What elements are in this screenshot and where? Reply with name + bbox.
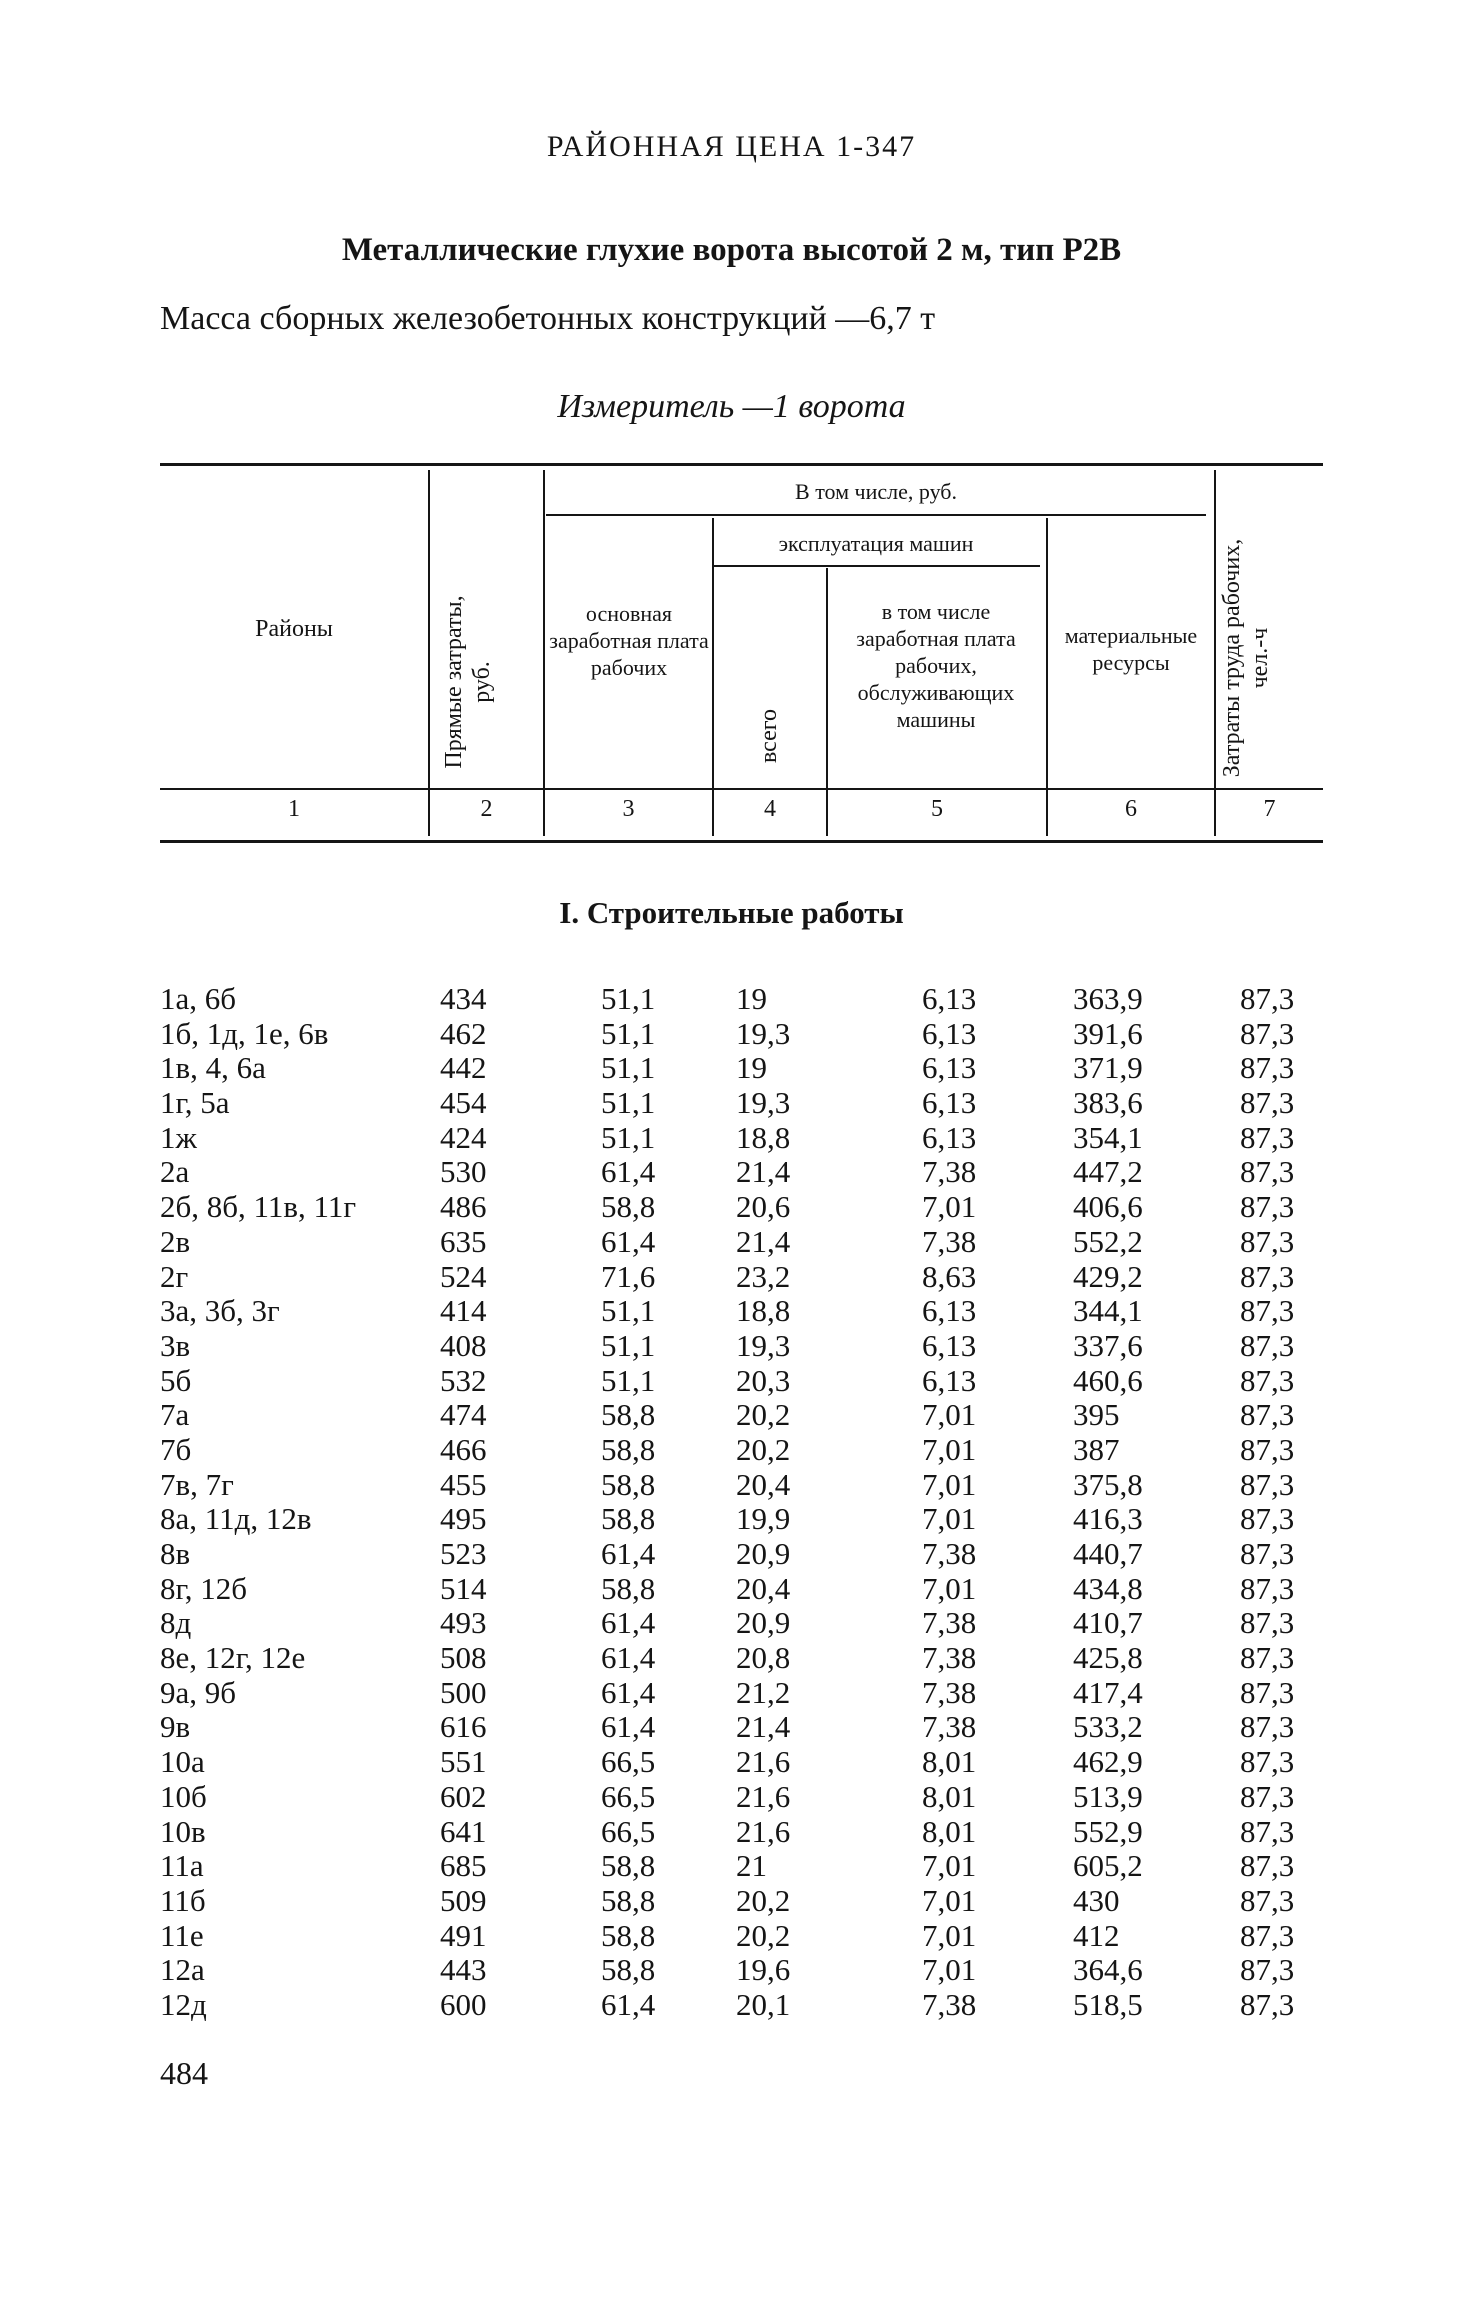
cell-mach: 20,4 (736, 1466, 791, 1502)
table-head-end-rule (160, 840, 1323, 843)
cell-labor: 87,3 (1240, 1327, 1295, 1363)
cell-region: 2а (160, 1154, 190, 1190)
cell-labor: 87,3 (1240, 1085, 1295, 1121)
cell-machwage: 8,01 (922, 1813, 977, 1849)
cell-wage: 61,4 (601, 1674, 656, 1710)
cell-wage: 66,5 (601, 1778, 656, 1814)
cell-labor: 87,3 (1240, 1258, 1295, 1294)
cell-wage: 58,8 (601, 1501, 656, 1537)
table-row (0, 1884, 1463, 1919)
table-row (0, 982, 1463, 1017)
cell-direct: 530 (440, 1154, 487, 1190)
cell-region: 1г, 5а (160, 1085, 230, 1121)
cell-machwage: 7,38 (922, 1640, 977, 1676)
cell-mat: 434,8 (1073, 1570, 1143, 1606)
cell-mat: 412 (1073, 1917, 1120, 1953)
cell-region: 8в (160, 1536, 191, 1571)
cell-direct: 455 (440, 1466, 487, 1502)
cell-region: 8а, 11д, 12в (160, 1501, 312, 1537)
cell-machwage: 6,13 (922, 1015, 977, 1051)
cell-labor: 87,3 (1240, 1050, 1295, 1086)
cell-wage: 61,4 (601, 1223, 656, 1259)
cell-labor: 87,3 (1240, 981, 1295, 1016)
header-labor: Затраты труда рабочих, чел.-ч (1219, 538, 1273, 778)
cell-mach: 19,3 (736, 1015, 791, 1051)
header-direct-costs: Прямые затраты, руб. (441, 595, 495, 769)
header-machine-total: всего (756, 708, 782, 764)
cell-direct: 466 (440, 1431, 487, 1467)
cell-wage: 51,1 (601, 981, 656, 1016)
cell-region: 5б (160, 1362, 192, 1398)
col-divider-5 (1046, 518, 1048, 836)
cell-labor: 87,3 (1240, 1882, 1295, 1918)
table-row (0, 1676, 1463, 1711)
col-divider-3 (712, 518, 714, 836)
table-row (0, 1364, 1463, 1399)
cell-mat: 337,6 (1073, 1327, 1143, 1363)
cell-region: 10а (160, 1744, 205, 1780)
cell-direct: 602 (440, 1778, 487, 1814)
table-row (0, 1260, 1463, 1295)
header-machine-operation: эксплуатация машин (778, 531, 974, 556)
cell-labor: 87,3 (1240, 1466, 1295, 1502)
cell-direct: 443 (440, 1952, 487, 1988)
cell-machwage: 7,01 (922, 1848, 977, 1884)
cell-wage: 51,1 (601, 1015, 656, 1051)
table-row (0, 1086, 1463, 1121)
cell-machwage: 8,63 (922, 1258, 977, 1294)
cell-region: 1б, 1д, 1е, 6в (160, 1015, 329, 1051)
cell-machwage: 7,38 (922, 1709, 977, 1745)
cell-machwage: 6,13 (922, 1293, 977, 1329)
table-row (0, 1919, 1463, 1954)
cell-direct: 442 (440, 1050, 487, 1086)
cell-mat: 605,2 (1073, 1848, 1143, 1884)
cell-mat: 417,4 (1073, 1674, 1143, 1710)
cell-mach: 19 (736, 981, 767, 1016)
cell-region: 7б (160, 1431, 192, 1467)
cell-mach: 23,2 (736, 1258, 791, 1294)
including-rule (546, 514, 1206, 516)
cell-region: 11а (160, 1848, 204, 1884)
cell-wage: 58,8 (601, 1431, 656, 1467)
cell-mat: 363,9 (1073, 981, 1143, 1016)
cell-region: 9а, 9б (160, 1674, 237, 1710)
header-regions: Районы (255, 616, 333, 642)
cell-mat: 406,6 (1073, 1189, 1143, 1225)
cell-mach: 21,2 (736, 1674, 791, 1710)
table-row (0, 1710, 1463, 1745)
cell-mat: 552,9 (1073, 1813, 1143, 1849)
table-row (0, 1190, 1463, 1225)
cell-region: 2б, 8б, 11в, 11г (160, 1189, 357, 1225)
cell-wage: 51,1 (601, 1050, 656, 1086)
cell-direct: 486 (440, 1189, 487, 1225)
cell-region: 3а, 3б, 3г (160, 1293, 280, 1329)
cell-mach: 20,6 (736, 1189, 791, 1225)
cell-mach: 18,8 (736, 1119, 791, 1155)
section-title: I. Строительные работы (559, 895, 904, 930)
cell-wage: 51,1 (601, 1085, 656, 1121)
cell-labor: 87,3 (1240, 1744, 1295, 1780)
table-row (0, 1398, 1463, 1433)
cell-labor: 87,3 (1240, 1709, 1295, 1745)
table-row (0, 1051, 1463, 1086)
cell-mach: 19,3 (736, 1327, 791, 1363)
cell-labor: 87,3 (1240, 1015, 1295, 1051)
table-row (0, 1745, 1463, 1780)
cell-mat: 429,2 (1073, 1258, 1143, 1294)
cell-mat: 395 (1073, 1397, 1120, 1433)
cell-region: 8г, 12б (160, 1570, 247, 1606)
cell-wage: 58,8 (601, 1570, 656, 1606)
col-divider-2 (543, 470, 545, 836)
cell-machwage: 7,01 (922, 1917, 977, 1953)
cell-mach: 21,4 (736, 1709, 791, 1745)
cell-region: 8е, 12г, 12е (160, 1640, 306, 1676)
cell-mach: 19,9 (736, 1501, 791, 1537)
cell-direct: 600 (440, 1986, 487, 2022)
cell-region: 11б (160, 1882, 206, 1918)
cell-labor: 87,3 (1240, 1605, 1295, 1641)
cell-mach: 20,1 (736, 1986, 791, 2022)
cell-direct: 514 (440, 1570, 487, 1606)
header-including: В том числе, руб. (795, 479, 957, 504)
table-row (0, 1121, 1463, 1156)
colnum-7: 7 (1263, 796, 1276, 822)
cell-labor: 87,3 (1240, 1223, 1295, 1259)
cell-labor: 87,3 (1240, 1536, 1295, 1571)
cell-mat: 430 (1073, 1882, 1120, 1918)
table-row (0, 1572, 1463, 1607)
col-divider-1 (428, 470, 430, 836)
cell-labor: 87,3 (1240, 1917, 1295, 1953)
cell-region: 11е (160, 1917, 204, 1953)
table-top-rule (160, 463, 1323, 466)
cell-wage: 61,4 (601, 1154, 656, 1190)
cell-wage: 61,4 (601, 1536, 656, 1571)
header-base-wage: основная заработная плата рабочих (549, 601, 709, 680)
header-machine-wage: в том числе заработная плата рабочих, обслуживающих машины (856, 599, 1016, 732)
cell-machwage: 7,01 (922, 1397, 977, 1433)
unit-line: Измеритель —1 ворота (557, 388, 906, 425)
colnum-6: 6 (1125, 796, 1137, 822)
cell-region: 7в, 7г (160, 1466, 234, 1502)
cell-mat: 447,2 (1073, 1154, 1143, 1190)
cell-mach: 20,9 (736, 1536, 791, 1571)
cell-region: 2в (160, 1223, 191, 1259)
cell-labor: 87,3 (1240, 1778, 1295, 1814)
header-materials: материальные ресурсы (1064, 623, 1198, 675)
cell-wage: 61,4 (601, 1986, 656, 2022)
header-bottom-rule (160, 788, 1323, 790)
cell-labor: 87,3 (1240, 1397, 1295, 1433)
cell-machwage: 8,01 (922, 1744, 977, 1780)
cell-labor: 87,3 (1240, 1189, 1295, 1225)
cell-mach: 20,2 (736, 1397, 791, 1433)
cell-machwage: 6,13 (922, 1085, 977, 1121)
cell-wage: 51,1 (601, 1362, 656, 1398)
cell-wage: 51,1 (601, 1327, 656, 1363)
cell-direct: 414 (440, 1293, 487, 1329)
cell-direct: 434 (440, 981, 487, 1016)
cell-direct: 493 (440, 1605, 487, 1641)
cell-mach: 20,2 (736, 1917, 791, 1953)
cell-machwage: 6,13 (922, 1362, 977, 1398)
cell-labor: 87,3 (1240, 1431, 1295, 1467)
cell-mach: 21,6 (736, 1813, 791, 1849)
cell-mat: 440,7 (1073, 1536, 1143, 1571)
cell-wage: 58,8 (601, 1917, 656, 1953)
colnum-5: 5 (931, 796, 943, 822)
table-row (0, 1433, 1463, 1468)
cell-mach: 19 (736, 1050, 767, 1086)
cell-direct: 424 (440, 1119, 487, 1155)
cell-mat: 460,6 (1073, 1362, 1143, 1398)
cell-region: 9в (160, 1709, 191, 1745)
machine-rule (712, 565, 1040, 567)
cell-region: 8д (160, 1605, 192, 1641)
table-row (0, 1502, 1463, 1537)
cell-labor: 87,3 (1240, 1952, 1295, 1988)
cell-mat: 416,3 (1073, 1501, 1143, 1537)
cell-labor: 87,3 (1240, 1986, 1295, 2022)
cell-wage: 58,8 (601, 1466, 656, 1502)
cell-machwage: 7,38 (922, 1674, 977, 1710)
cell-direct: 500 (440, 1674, 487, 1710)
cell-mat: 375,8 (1073, 1466, 1143, 1502)
cell-wage: 71,6 (601, 1258, 656, 1294)
cell-mat: 425,8 (1073, 1640, 1143, 1676)
colnum-4: 4 (764, 796, 776, 822)
cell-region: 12д (160, 1986, 207, 2022)
page-number: 484 (160, 2055, 208, 2091)
running-head: РАЙОННАЯ ЦЕНА 1-347 (546, 130, 917, 163)
cell-direct: 474 (440, 1397, 487, 1433)
table-row (0, 1815, 1463, 1850)
table-row (0, 1155, 1463, 1190)
mass-line: Масса сборных железобетонных конструкций —6,7 т (160, 300, 936, 337)
cell-direct: 523 (440, 1536, 487, 1571)
cell-direct: 495 (440, 1501, 487, 1537)
cell-direct: 641 (440, 1813, 487, 1849)
cell-machwage: 7,01 (922, 1882, 977, 1918)
cell-wage: 58,8 (601, 1189, 656, 1225)
cell-mat: 354,1 (1073, 1119, 1143, 1155)
cell-direct: 524 (440, 1258, 487, 1294)
cell-mat: 383,6 (1073, 1085, 1143, 1121)
cell-region: 3в (160, 1327, 191, 1363)
cell-wage: 66,5 (601, 1744, 656, 1780)
cell-region: 1а, 6б (160, 981, 237, 1016)
cell-machwage: 8,01 (922, 1778, 977, 1814)
cell-mat: 371,9 (1073, 1050, 1143, 1086)
cell-labor: 87,3 (1240, 1293, 1295, 1329)
cell-direct: 491 (440, 1917, 487, 1953)
cell-machwage: 6,13 (922, 1119, 977, 1155)
colnum-2: 2 (480, 796, 493, 822)
cell-direct: 685 (440, 1848, 487, 1884)
cell-mach: 21,4 (736, 1154, 791, 1190)
cell-mat: 462,9 (1073, 1744, 1143, 1780)
cell-mach: 19,6 (736, 1952, 791, 1988)
cell-machwage: 6,13 (922, 981, 977, 1016)
table-row (0, 1468, 1463, 1503)
table-row (0, 1849, 1463, 1884)
cell-mach: 20,2 (736, 1882, 791, 1918)
cell-mach: 21,6 (736, 1744, 791, 1780)
table-row (0, 1780, 1463, 1815)
colnum-3: 3 (622, 796, 635, 822)
cell-mach: 21,4 (736, 1223, 791, 1259)
data-table-body (0, 982, 1463, 2023)
cell-machwage: 7,01 (922, 1466, 977, 1502)
col-divider-6 (1214, 470, 1216, 836)
cell-labor: 87,3 (1240, 1119, 1295, 1155)
cell-machwage: 7,01 (922, 1431, 977, 1467)
cell-wage: 58,8 (601, 1882, 656, 1918)
cell-machwage: 7,38 (922, 1986, 977, 2022)
table-row (0, 1953, 1463, 1988)
cell-mach: 20,3 (736, 1362, 791, 1398)
cell-labor: 87,3 (1240, 1501, 1295, 1537)
table-row (0, 1017, 1463, 1052)
table-row (0, 1329, 1463, 1364)
cell-mach: 20,2 (736, 1431, 791, 1467)
cell-mat: 344,1 (1073, 1293, 1143, 1329)
cell-machwage: 6,13 (922, 1327, 977, 1363)
cell-mat: 533,2 (1073, 1709, 1143, 1745)
cell-machwage: 7,38 (922, 1223, 977, 1259)
cell-direct: 616 (440, 1709, 487, 1745)
cell-mat: 410,7 (1073, 1605, 1143, 1641)
cell-wage: 61,4 (601, 1709, 656, 1745)
cell-direct: 551 (440, 1744, 487, 1780)
cell-machwage: 7,01 (922, 1501, 977, 1537)
cell-mach: 20,9 (736, 1605, 791, 1641)
cell-region: 1ж (160, 1119, 197, 1155)
table-row (0, 1537, 1463, 1572)
cell-wage: 58,8 (601, 1397, 656, 1433)
table-row (0, 1294, 1463, 1329)
cell-mach: 19,3 (736, 1085, 791, 1121)
cell-region: 7а (160, 1397, 190, 1433)
colnum-1: 1 (288, 796, 300, 822)
cell-direct: 508 (440, 1640, 487, 1676)
cell-direct: 454 (440, 1085, 487, 1121)
cell-labor: 87,3 (1240, 1362, 1295, 1398)
cell-mach: 21,6 (736, 1778, 791, 1814)
cell-wage: 61,4 (601, 1605, 656, 1641)
cell-wage: 51,1 (601, 1119, 656, 1155)
cell-region: 10б (160, 1778, 207, 1814)
cell-labor: 87,3 (1240, 1570, 1295, 1606)
cell-mat: 364,6 (1073, 1952, 1143, 1988)
cell-machwage: 7,01 (922, 1570, 977, 1606)
cell-mach: 20,4 (736, 1570, 791, 1606)
cell-direct: 462 (440, 1015, 487, 1051)
cell-labor: 87,3 (1240, 1813, 1295, 1849)
table-row (0, 1988, 1463, 2023)
cell-labor: 87,3 (1240, 1848, 1295, 1884)
cell-machwage: 7,38 (922, 1154, 977, 1190)
cell-labor: 87,3 (1240, 1674, 1295, 1710)
cell-mat: 387 (1073, 1431, 1120, 1467)
cell-direct: 532 (440, 1362, 487, 1398)
cell-wage: 61,4 (601, 1640, 656, 1676)
cell-mat: 552,2 (1073, 1223, 1143, 1259)
cell-machwage: 7,01 (922, 1189, 977, 1225)
cell-wage: 58,8 (601, 1952, 656, 1988)
cell-machwage: 7,38 (922, 1536, 977, 1571)
cell-direct: 635 (440, 1223, 487, 1259)
cell-machwage: 7,01 (922, 1952, 977, 1988)
cell-mach: 18,8 (736, 1293, 791, 1329)
cell-machwage: 7,38 (922, 1605, 977, 1641)
table-row (0, 1606, 1463, 1641)
cell-direct: 509 (440, 1882, 487, 1918)
cell-mat: 391,6 (1073, 1015, 1143, 1051)
cell-mat: 518,5 (1073, 1986, 1143, 2022)
cell-region: 1в, 4, 6а (160, 1050, 266, 1086)
cell-direct: 408 (440, 1327, 487, 1363)
table-row (0, 1641, 1463, 1676)
cell-wage: 51,1 (601, 1293, 656, 1329)
cell-labor: 87,3 (1240, 1154, 1295, 1190)
cell-labor: 87,3 (1240, 1640, 1295, 1676)
cell-mach: 21 (736, 1848, 767, 1884)
cell-machwage: 6,13 (922, 1050, 977, 1086)
table-row (0, 1225, 1463, 1260)
cell-region: 10в (160, 1813, 206, 1849)
cell-region: 2г (160, 1258, 189, 1294)
cell-region: 12а (160, 1952, 205, 1988)
cell-wage: 58,8 (601, 1848, 656, 1884)
cell-wage: 66,5 (601, 1813, 656, 1849)
page-title: Металлические глухие ворота высотой 2 м, тип Р2В (341, 232, 1122, 268)
cell-mach: 20,8 (736, 1640, 791, 1676)
cell-mat: 513,9 (1073, 1778, 1143, 1814)
